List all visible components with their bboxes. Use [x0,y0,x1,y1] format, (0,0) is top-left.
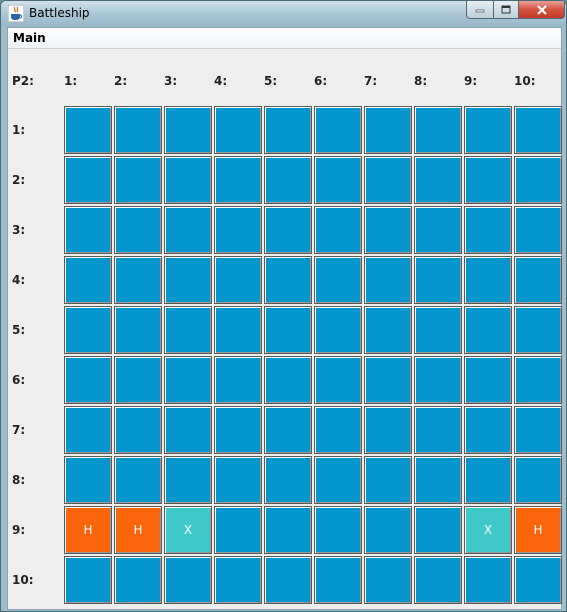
row-label: 1: [12,123,26,137]
column-label: 6: [314,74,328,88]
grid-cell[interactable] [464,206,512,254]
grid-cell[interactable] [514,206,562,254]
row-label: 6: [12,373,26,387]
grid-cell[interactable] [214,156,262,204]
grid-cell[interactable] [164,156,212,204]
grid-cell[interactable] [114,456,162,504]
grid-cell[interactable] [414,106,462,154]
grid-cell[interactable] [64,306,112,354]
grid-cell[interactable] [414,356,462,404]
grid-cell[interactable] [214,256,262,304]
column-label: 10: [514,74,536,88]
grid-cell[interactable] [314,456,362,504]
grid-cell[interactable] [264,306,312,354]
grid-cell[interactable] [114,406,162,454]
grid-cell[interactable] [114,556,162,604]
grid-cell[interactable] [214,356,262,404]
grid-cell[interactable]: H [114,506,162,554]
grid-cell[interactable] [164,456,212,504]
close-button[interactable] [518,1,565,19]
grid-cell[interactable] [314,406,362,454]
grid-cell[interactable] [364,556,412,604]
column-label: 7: [364,74,378,88]
grid-cell[interactable] [114,106,162,154]
grid-cell[interactable] [314,206,362,254]
grid-cell[interactable] [64,106,112,154]
grid-cell[interactable] [314,106,362,154]
row-label: 10: [12,573,34,587]
grid-cell[interactable] [414,306,462,354]
grid-cell[interactable] [464,106,512,154]
grid-cell[interactable] [164,306,212,354]
grid-cell[interactable] [214,556,262,604]
grid-cell[interactable] [364,356,412,404]
grid-cell[interactable] [164,356,212,404]
grid-cell[interactable] [514,256,562,304]
grid-cell[interactable] [414,406,462,454]
grid-cell[interactable] [414,156,462,204]
row-label: 7: [12,423,26,437]
grid-cell[interactable]: H [64,506,112,554]
grid-cell[interactable] [264,406,312,454]
grid-cell[interactable] [114,356,162,404]
row-label: 9: [12,523,26,537]
row-label: 2: [12,173,26,187]
grid-cell[interactable] [514,456,562,504]
grid-cell[interactable] [514,356,562,404]
grid-cell[interactable] [264,256,312,304]
grid-cell[interactable] [314,306,362,354]
close-icon [536,5,548,15]
row-label: 8: [12,473,26,487]
column-label: 4: [214,74,228,88]
grid-cell[interactable] [264,456,312,504]
minimize-icon [475,7,485,13]
menu-bar [8,28,561,49]
java-cup-icon [8,5,24,22]
grid-cell[interactable] [314,256,362,304]
grid-cell[interactable] [464,406,512,454]
grid-cell[interactable] [514,106,562,154]
grid-cell[interactable] [514,156,562,204]
grid-cell[interactable] [114,306,162,354]
grid-cell[interactable] [164,406,212,454]
grid-cell[interactable] [464,356,512,404]
menu-main[interactable]: Main [13,31,46,45]
grid-cell[interactable]: H [514,506,562,554]
grid-cell[interactable] [364,406,412,454]
grid-cell[interactable] [414,556,462,604]
player-label: P2: [12,74,34,88]
grid-cell[interactable] [414,506,462,554]
grid-cell[interactable] [164,206,212,254]
grid-cell[interactable] [64,206,112,254]
column-label: 2: [114,74,128,88]
row-label: 4: [12,273,26,287]
column-label: 5: [264,74,278,88]
row-label: 5: [12,323,26,337]
grid-cell[interactable] [364,256,412,304]
grid-cell[interactable] [214,206,262,254]
grid-cell[interactable] [264,356,312,404]
grid-cell[interactable] [314,356,362,404]
grid-cell[interactable] [64,256,112,304]
grid-cell[interactable] [364,206,412,254]
grid-cell[interactable] [164,256,212,304]
grid-cell[interactable] [364,306,412,354]
grid-cell[interactable] [264,106,312,154]
row-label: 3: [12,223,26,237]
grid-cell[interactable] [214,306,262,354]
grid-cell[interactable] [364,156,412,204]
grid-cell[interactable] [464,456,512,504]
window-title: Battleship [29,6,90,20]
grid-cell[interactable] [464,556,512,604]
grid-cell[interactable] [264,206,312,254]
grid-cell[interactable] [264,156,312,204]
grid-cell[interactable] [164,556,212,604]
title-bar[interactable] [1,1,567,27]
column-label: 1: [64,74,78,88]
grid-cell[interactable] [514,306,562,354]
grid-cell[interactable] [114,206,162,254]
grid-cell[interactable] [314,556,362,604]
grid-cell[interactable] [464,156,512,204]
maximize-icon [501,5,511,14]
grid-cell[interactable] [214,506,262,554]
grid-cell[interactable] [64,456,112,504]
grid-cell[interactable] [464,256,512,304]
grid-cell[interactable] [164,106,212,154]
column-label: 8: [414,74,428,88]
grid-cell[interactable]: X [164,506,212,554]
maximize-button[interactable] [493,1,519,19]
grid-cell[interactable] [214,406,262,454]
grid-cell[interactable] [464,306,512,354]
column-label: 3: [164,74,178,88]
grid-cell[interactable] [514,556,562,604]
minimize-button[interactable] [466,1,494,19]
grid-cell[interactable] [64,406,112,454]
grid-cell[interactable] [114,256,162,304]
grid-cell[interactable] [514,406,562,454]
grid-cell[interactable] [414,206,462,254]
grid-cell[interactable] [364,106,412,154]
grid-cell[interactable] [214,456,262,504]
grid-cell[interactable] [114,156,162,204]
grid-cell[interactable] [364,456,412,504]
grid-cell[interactable] [64,556,112,604]
grid-cell[interactable] [414,456,462,504]
grid-cell[interactable] [214,106,262,154]
grid-cell[interactable] [414,256,462,304]
grid-cell[interactable] [264,556,312,604]
grid-cell[interactable] [64,356,112,404]
game-board [8,49,561,609]
grid-cell[interactable]: X [464,506,512,554]
grid-cell[interactable] [364,506,412,554]
grid-cell[interactable] [314,156,362,204]
client-area [7,27,562,610]
grid-cell[interactable] [314,506,362,554]
column-label: 9: [464,74,478,88]
grid-cell[interactable] [64,156,112,204]
grid-cell[interactable] [264,506,312,554]
